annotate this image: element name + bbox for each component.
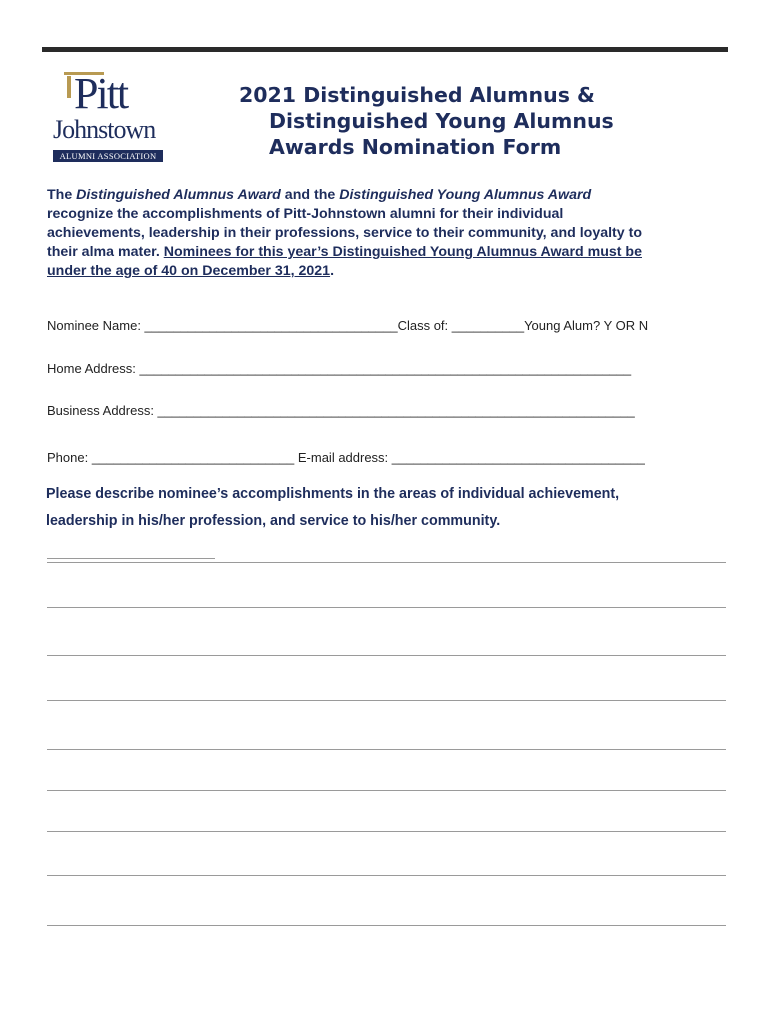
phone-email-field[interactable]: Phone: ____________________________ E-mail address: ___________________________________	[47, 450, 645, 465]
intro-line-3: achievements, leadership in their professions, service to their community, and loyalty to	[47, 225, 642, 241]
pitt-johnstown-alumni-logo	[50, 66, 165, 166]
intro-line-2: recognize the accomplishments of Pitt-Johnstown alumni for their individual	[47, 206, 564, 222]
response-line-short[interactable]	[47, 558, 215, 559]
prompt-line-1: Please describe nominee’s accomplishments in the areas of individual achievement,	[46, 486, 620, 502]
intro-text: their alma mater.	[47, 244, 164, 260]
intro-line-5	[47, 263, 334, 279]
response-line[interactable]	[47, 790, 726, 791]
response-line[interactable]	[47, 607, 726, 608]
intro-line-1	[47, 187, 591, 203]
nominee-name-field[interactable]: Nominee Name: ___________________________________Class of: __________Young Alum? Y OR N	[47, 318, 649, 333]
prompt-line-2: leadership in his/her profession, and service to his/her community.	[46, 513, 501, 529]
intro-text: The	[47, 187, 77, 203]
response-line[interactable]	[47, 875, 726, 876]
response-line[interactable]	[47, 655, 726, 656]
form-title	[239, 82, 614, 160]
intro-line-4	[47, 244, 642, 260]
response-line[interactable]	[47, 700, 726, 701]
title-line-3: Awards Nomination Form	[269, 135, 562, 159]
home-address-field[interactable]: Home Address: ____________________________________________________________________	[47, 361, 632, 376]
response-line[interactable]	[47, 831, 726, 832]
intro-text: .	[330, 263, 335, 279]
logo-text-alumni-association: ALUMNI ASSOCIATION	[53, 150, 163, 162]
response-line[interactable]	[47, 925, 726, 926]
intro-paragraph	[47, 186, 727, 281]
logo-text-johnstown: Johnstown	[53, 115, 156, 144]
age-requirement: Nominees for this year’s Distinguished Young Alumnus Award must be	[163, 244, 642, 260]
logo-accent-bar	[67, 76, 71, 98]
age-requirement: under the age of 40 on December 31, 2021	[47, 263, 331, 279]
title-line-1: 2021 Distinguished Alumnus &	[239, 83, 595, 107]
award-name: Distinguished Young Alumnus Award	[339, 187, 592, 203]
top-rule	[42, 47, 728, 52]
intro-text: and the	[280, 187, 340, 203]
response-line[interactable]	[47, 749, 726, 750]
title-line-2: Distinguished Young Alumnus	[269, 109, 614, 133]
award-name: Distinguished Alumnus Award	[76, 187, 281, 203]
logo-text-pitt: Pitt	[74, 69, 128, 118]
response-line[interactable]	[47, 562, 726, 563]
business-address-field[interactable]: Business Address: __________________________________________________________________	[47, 403, 635, 418]
